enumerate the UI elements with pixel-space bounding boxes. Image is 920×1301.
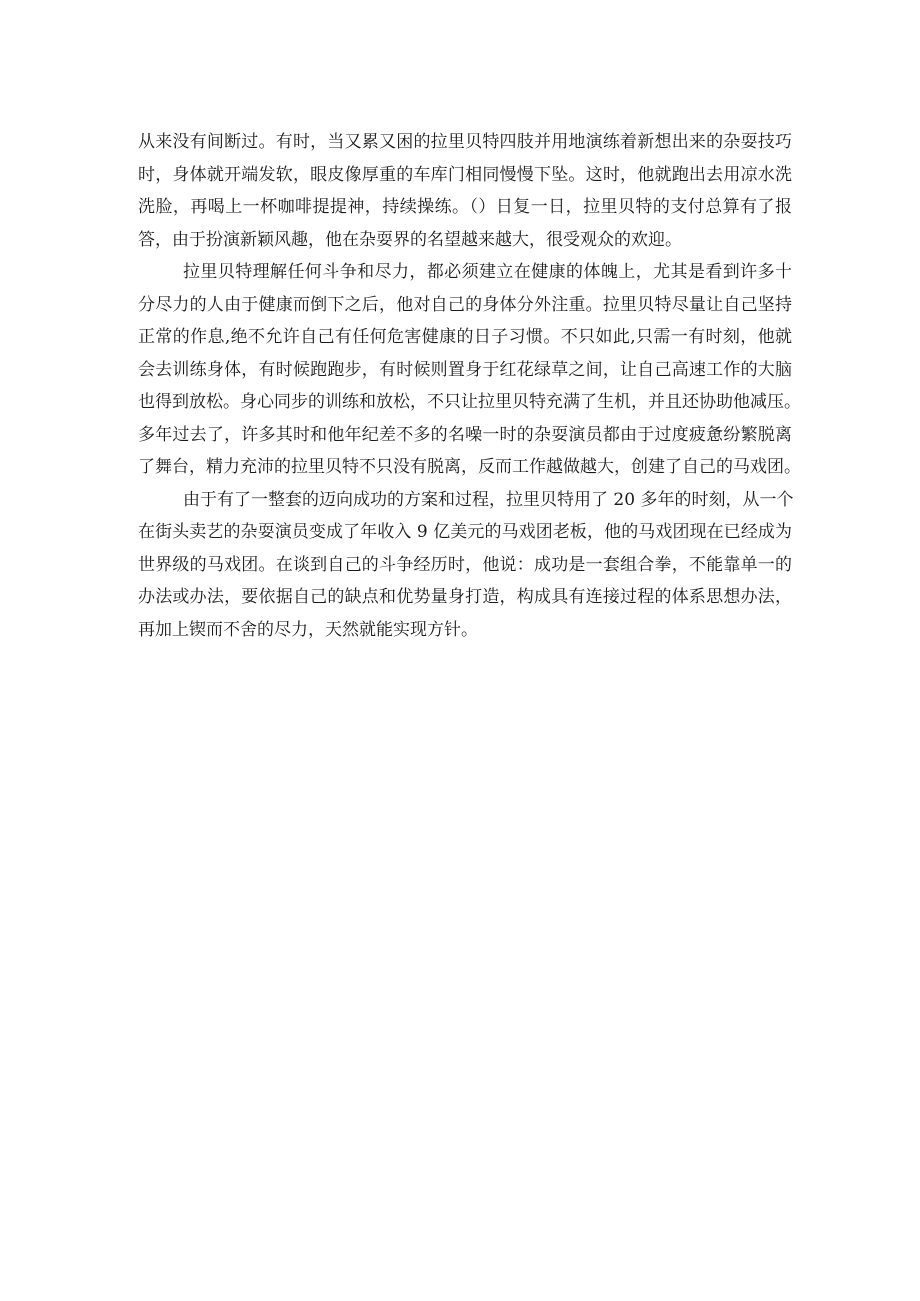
text-line: 时，身体就开端发软，眼皮像厚重的车库门相同慢慢下坠。这时，他就跑出去用凉水洗 (138, 164, 792, 185)
text-line: 多年过去了，许多其时和他年纪差不多的名噪一时的杂耍演员都由于过度疲惫纷繁脱离 (138, 424, 792, 445)
paragraph-2 (138, 256, 801, 484)
text-line: 世界级的马戏团。在谈到自己的斗争经历时，他说：成功是一套组合拳，不能靠单一的 (138, 554, 792, 575)
text-line: 也得到放松。身心同步的训练和放松，不只让拉里贝特充满了生机，并且还协助他减压。 (138, 392, 801, 412)
text-line: 拉里贝特理解任何斗争和尽力，都必须建立在健康的体魄上，尤其是看到许多十 (183, 262, 792, 282)
text-line: 正常的作息,绝不允许自己有任何危害健康的日子习惯。不只如此,只需一有时刻，他就 (138, 327, 792, 347)
text-line: 会去训练身体，有时候跑跑步，有时候则置身于红花绿草之间，让自己高速工作的大脑 (138, 359, 792, 380)
paragraph-3 (138, 484, 792, 647)
text-line: 再加上锲而不舍的尽力，天然就能实现方针。 (138, 619, 478, 640)
text-line: 洗脸，再喝上一杯咖啡提提神，持续操练。（）日复一日，拉里贝特的支付总算有了报 (138, 197, 792, 217)
text-line: 答，由于扮演新颖风趣，他在杂耍界的名望越来越大，很受观众的欢迎。 (138, 229, 682, 250)
paragraph-1 (138, 126, 792, 256)
text-line: 了舞台，精力充沛的拉里贝特不只没有脱离，反而工作越做越大，创建了自己的马戏团。 (138, 457, 801, 477)
text-line: 办法或办法，要依据自己的缺点和优势量身打造，构成具有连接过程的体系思想办法， (138, 587, 792, 607)
text-line: 分尽力的人由于健康而倒下之后，他对自己的身体分外注重。拉里贝特尽量让自己坚持 (138, 294, 792, 315)
text-line: 在街头卖艺的杂耍演员变成了年收入 9 亿美元的马戏团老板，他的马戏团现在已经成为 (138, 522, 792, 542)
body-text (138, 126, 801, 646)
text-line: 从来没有间断过。有时，当又累又困的拉里贝特四肢并用地演练着新想出来的杂耍技巧 (138, 132, 792, 152)
text-line: 由于有了一整套的迈向成功的方案和过程，拉里贝特用了 20 多年的时刻，从一个 (183, 489, 794, 510)
